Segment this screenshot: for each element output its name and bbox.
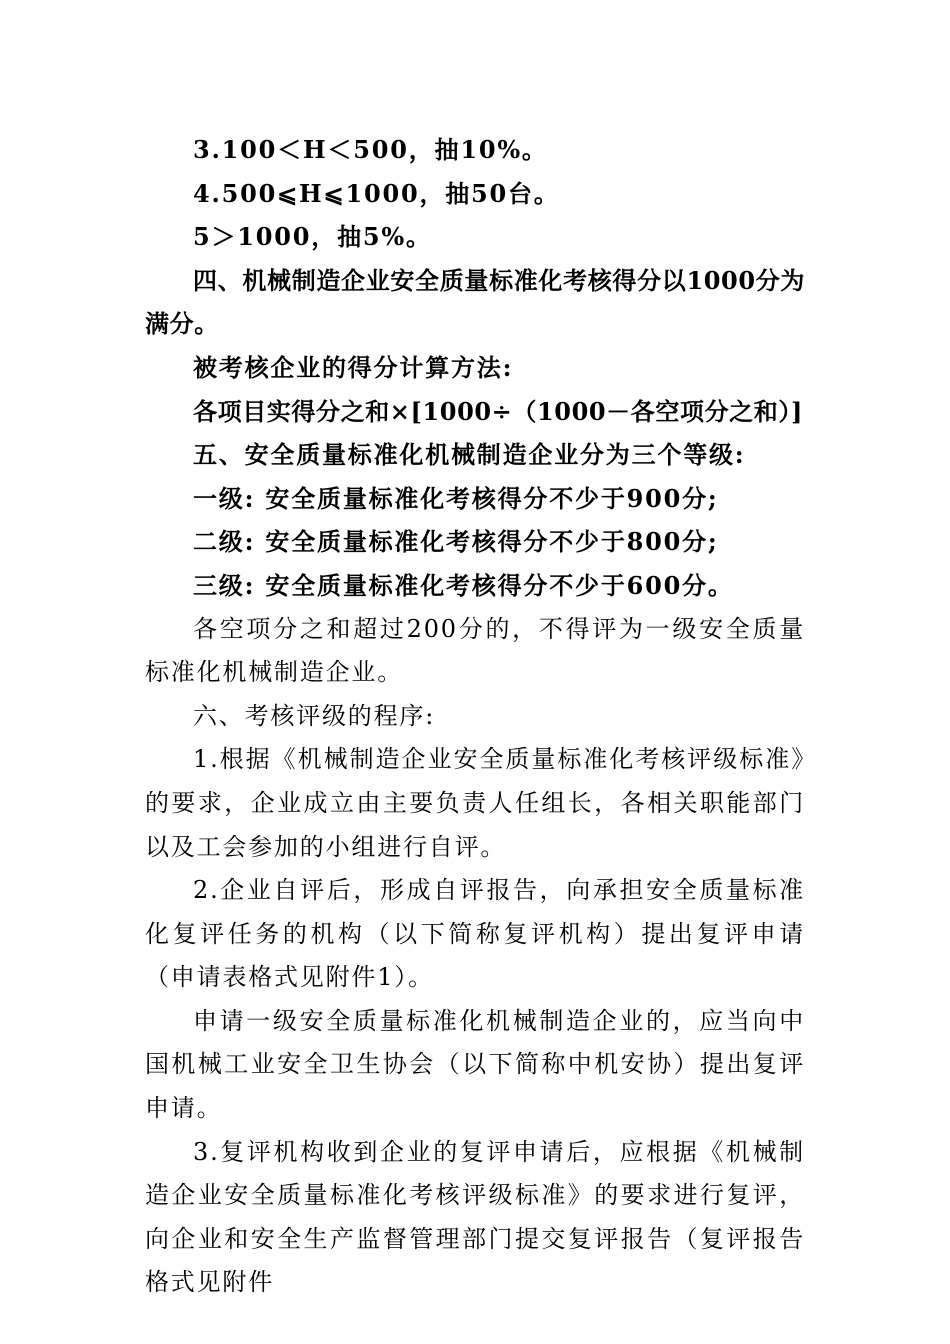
paragraph-level-1: 一级: 安全质量标准化考核得分不少于900分; bbox=[193, 483, 719, 513]
paragraph-score-method-label: 被考核企业的得分计算方法: bbox=[193, 352, 514, 382]
paragraph-procedure-3: 3.复评机构收到企业的复评申请后，应根据《机械制造企业安全质量标准化考核评级标准》的要求进行复评，向企业和安全生产监督管理部门提交复评报告（复评报告格式见附件 bbox=[145, 1137, 805, 1297]
paragraph-procedure-2-note: 申请一级安全质量标准化机械制造企业的，应当向中国机械工业安全卫生协会（以下简称中机安协）提出复评申请。 bbox=[145, 1006, 805, 1123]
paragraph-sampling-rule-5: 5＞1000，抽5%。 bbox=[193, 222, 432, 252]
paragraph-score-formula: 各项目实得分之和×[1000÷（1000－各空项分之和）] bbox=[193, 396, 803, 426]
paragraph-sampling-rule-4: 4.500⩽H⩽1000，抽50台。 bbox=[193, 178, 560, 208]
paragraph-procedure-2: 2.企业自评后，形成自评报告，向承担安全质量标准化复评任务的机构（以下简称复评机构）提出复评申请（申请表格式见附件1）。 bbox=[145, 876, 805, 992]
paragraph-sampling-rule-3: 3.100＜H＜500，抽10%。 bbox=[193, 135, 548, 164]
paragraph-section-6-heading: 六、考核评级的程序: bbox=[193, 701, 436, 730]
paragraph-procedure-1: 1.根据《机械制造企业安全质量标准化考核评级标准》的要求，企业成立由主要负责人任组长，各相关职能部门以及工会参加的小组进行自评。 bbox=[145, 745, 805, 861]
paragraph-level-2: 二级: 安全质量标准化考核得分不少于800分; bbox=[193, 527, 719, 557]
paragraph-level-3: 三级: 安全质量标准化考核得分不少于600分。 bbox=[193, 570, 734, 600]
paragraph-section-4-heading: 四、机械制造企业安全质量标准化考核得分以1000分为满分。 bbox=[145, 265, 805, 339]
document-body bbox=[145, 128, 805, 1305]
paragraph-empty-item-rule: 各空项分之和超过200分的，不得评为一级安全质量标准化机械制造企业。 bbox=[145, 614, 805, 687]
paragraph-section-5-heading: 五、安全质量标准化机械制造企业分为三个等级: bbox=[193, 440, 746, 470]
